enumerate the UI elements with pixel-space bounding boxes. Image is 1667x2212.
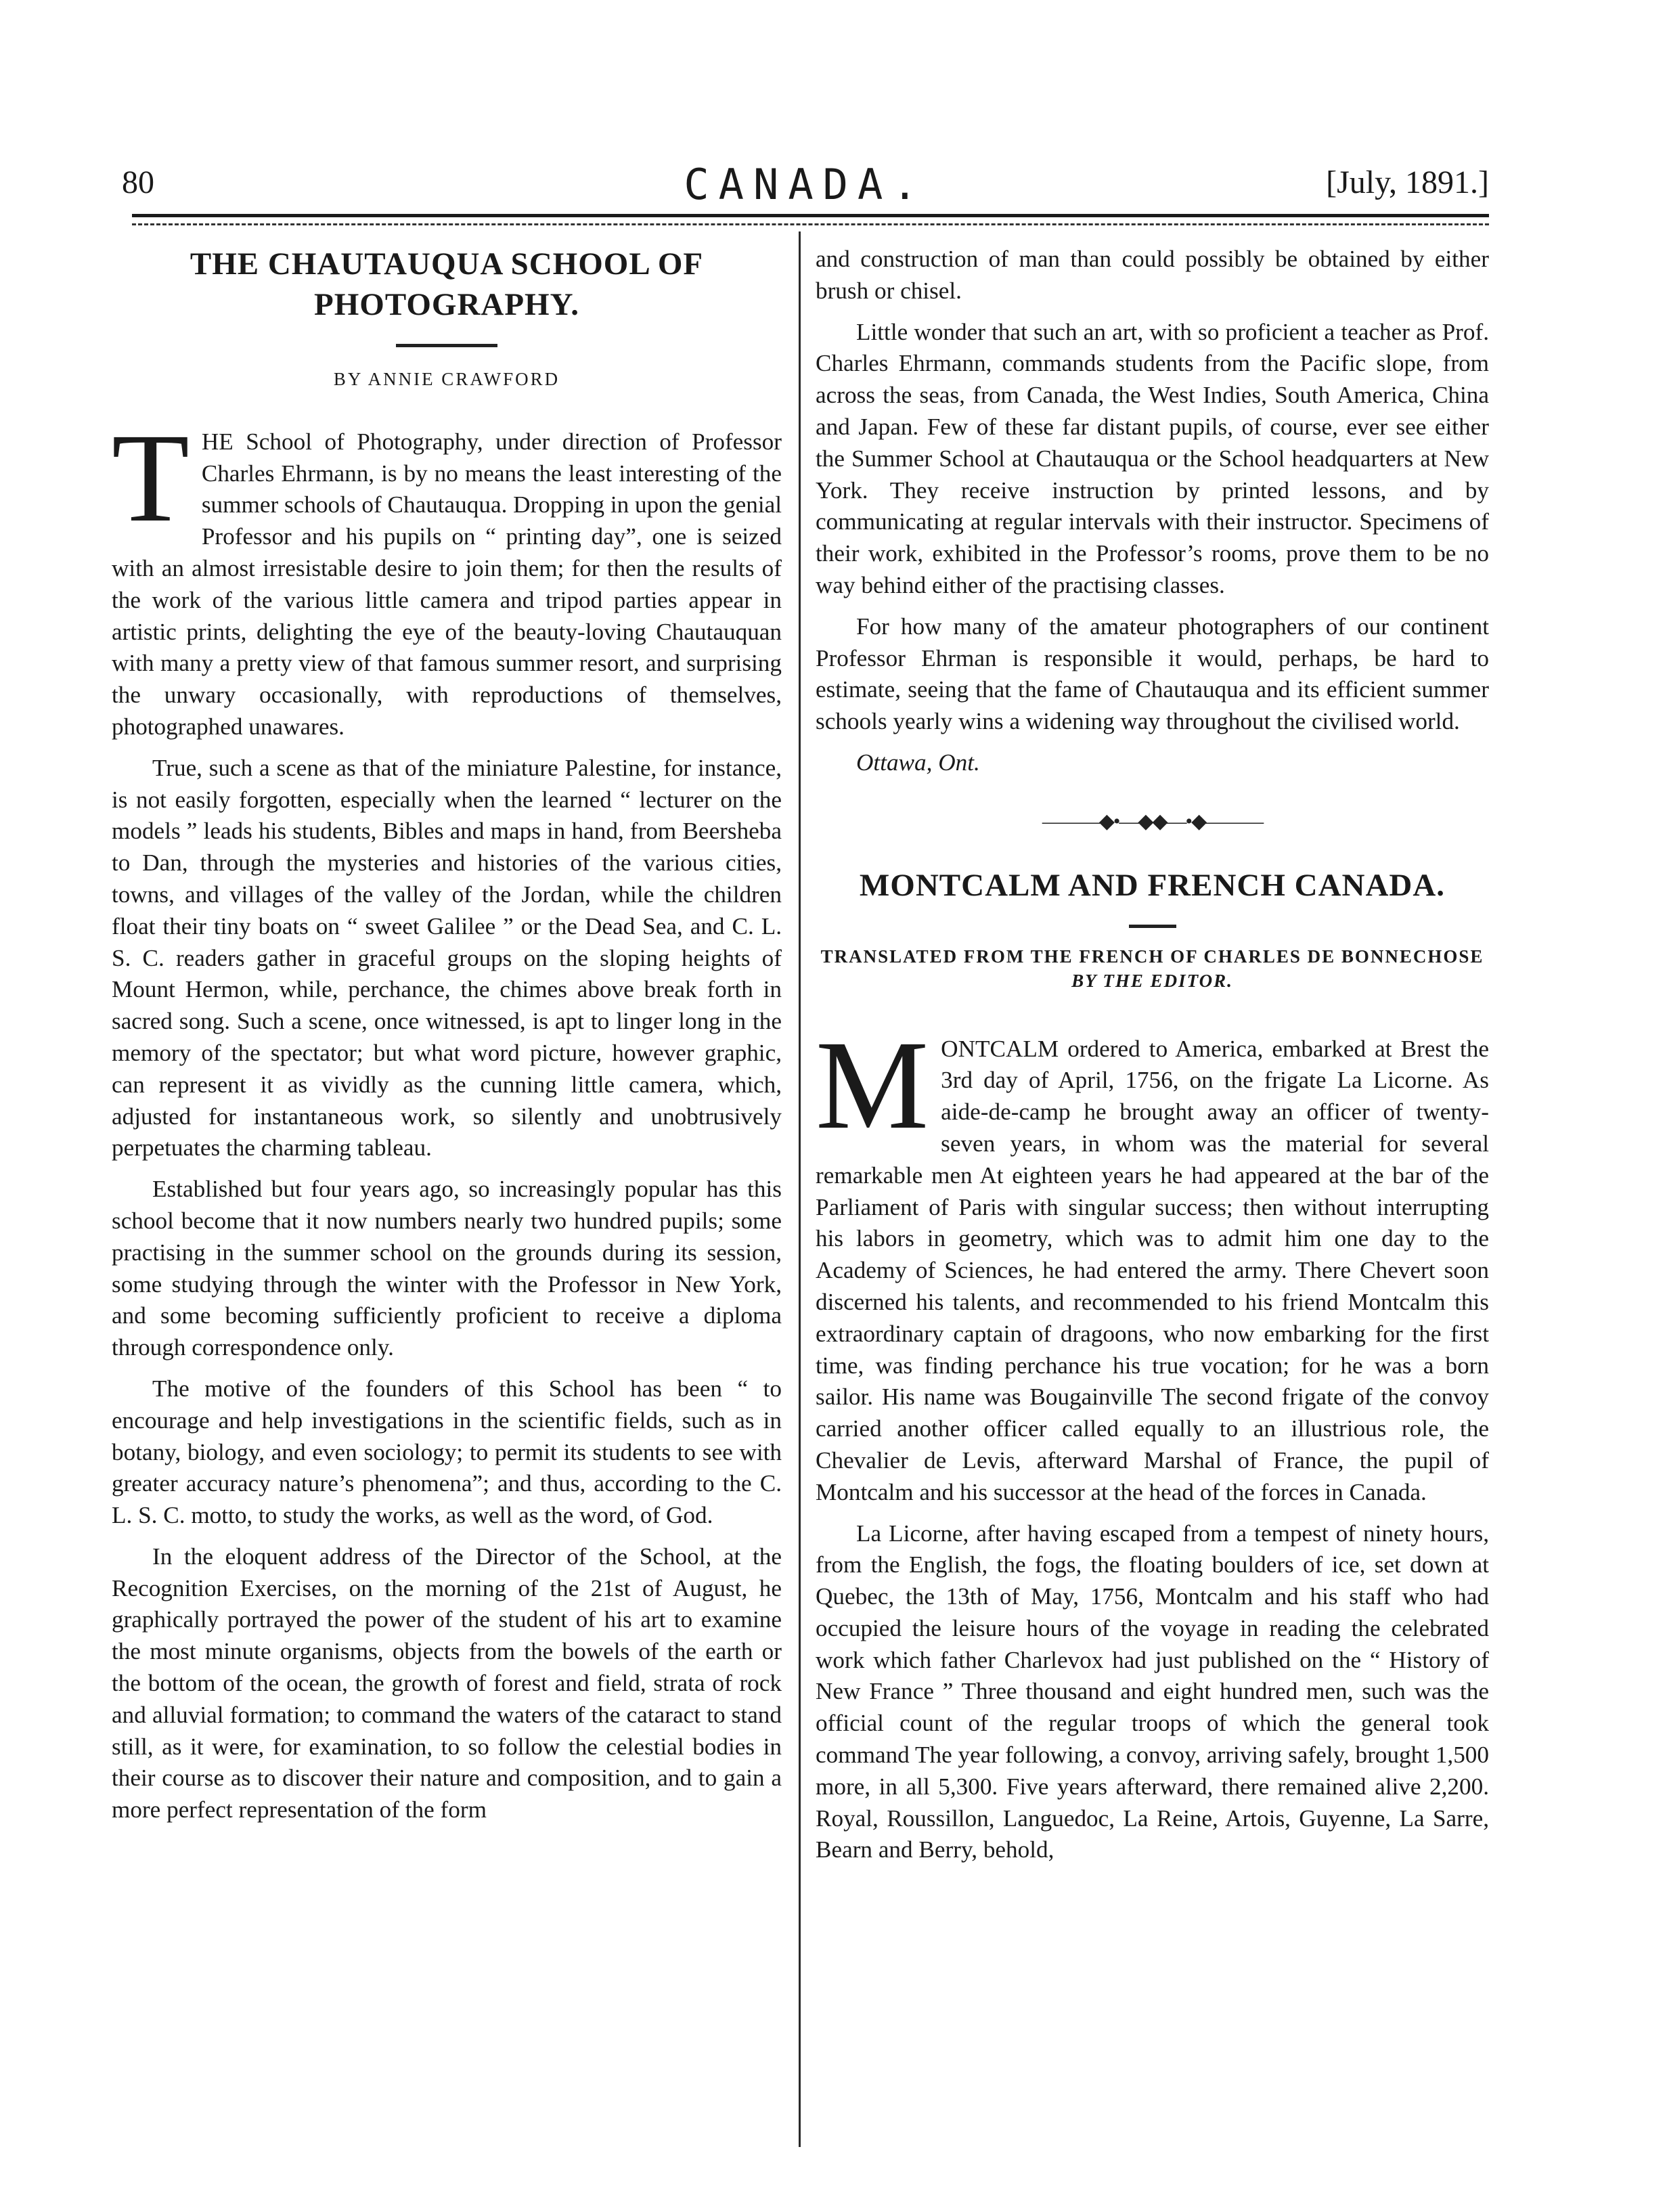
article-paragraph: For how many of the amateur photographers of our continent Professor Ehrman is responsible it would, perhaps, be hard to estimate, seeing that the fame of Chautauqua and its efficient summer schools yearly wins a widening way throughout the civilised world. <box>816 613 1489 735</box>
article-title: THE CHAUTAUQUA SCHOOL OF PHOTOGRAPHY. <box>190 246 704 322</box>
article-byline: BY ANNIE CRAWFORD <box>333 369 560 389</box>
column-divider <box>799 231 801 2147</box>
drop-cap: T <box>112 406 190 548</box>
journal-title: CANADA. <box>684 160 927 209</box>
page-header <box>115 160 1496 214</box>
article-paragraph: The motive of the founders of this School has been “ to encourage and help investigations in the scientific fields, such as in botany, biology, and even sociology; to permit its students to see with greater accuracy nature’s phenomena”; and thus, according to the C. L. S. C. motto, to study the works, as well as the word, of God. <box>112 1375 782 1529</box>
issue-date: [July, 1891.] <box>1326 164 1489 200</box>
article-subtitle: TRANSLATED FROM THE FRENCH OF CHARLES DE BONNECHOSE BY THE EDITOR. <box>820 946 1484 991</box>
article-paragraph: La Licorne, after having escaped from a tempest of ninety hours, from the English, the fogs, the floating boulders of ice, set down at Quebec, the 13th of May, 1756, Montcalm and his staff who had occupied the leisure hours of the voyage in reading the celebrated work which father Charlevox had just published on the “ History of New France ” Three thousand and eight hundred men, such was the official count of the regular troops of which the general took command The year following, a convoy, arriving safely, brought 1,500 more, in all 5,300. Five years afterward, there remained alive 2,200. Royal, Roussillon, Languedoc, La Reine, Artois, Guyenne, La Sarre, Bearn and Berry, behold, <box>816 1520 1489 1863</box>
header-rule-dashed <box>132 223 1489 225</box>
article-paragraph: MONTCALM ordered to America, embarked at Brest the 3rd day of April, 1756, on the frigate La Licorne. As aide-de-camp he brought away an officer of twenty-seven years, in whom was the material for several remarkable men At eighteen years he had appeared at the bar of the Parliament of Paris with singular success; then without interrupting his labors in geometry, which was to admit him one day to the Academy of Sciences, he had entered the army. There Chevert soon discerned his talents, and recommended to his friend Montcalm this extraordinary captain of dragoons, who now embarking for the first time, was finding perchance his true vocation; for he was a born sailor. His name was Bougainville The second frigate of the convoy carried another officer called equally to an illustrious role, the Chevalier de Levis, afterward Marshal of France, the pupil of Montcalm and his successor at the head of the forces in Canada. <box>816 1013 1489 1505</box>
right-column <box>816 244 1489 1876</box>
article-paragraph: and construction of man than could possibly be obtained by either brush or chisel. <box>816 246 1489 304</box>
article-paragraph: True, such a scene as that of the miniature Palestine, for instance, is not easily forgotten, especially when the learned “ lecturer on the models ” leads his students, Bibles and maps in hand, from Beersheba to Dan, through the mysteries and histories of the various cities, towns, and villages of the valley of the Jordan, while the children float their tiny boats on “ sweet Galilee ” or the Dead Sea, and C. L. S. C. readers gather in graceful groups on the sloping heights of Mount Hermon, while, perchance, the chimes above break forth in sacred song. Such a scene, once witnessed, is apt to linger long in the memory of the spectator; but what word picture, however graphic, can represent it as vividly as the cunning little camera, which, adjusted for instantaneous work, so silently and unobtrusively perpetuates the charming tableau. <box>112 754 782 1162</box>
left-column <box>112 244 782 1836</box>
header-rule <box>132 214 1489 217</box>
article-paragraph: In the eloquent address of the Director of the School, at the Recognition Exercises, on the morning of the 21st of August, he graphically portrayed the power of the student of his art to examine the most minute organisms, objects from the bowels of the earth or the bottom of the ocean, the growth of forest and field, strata of rock and alluvial formation; to command the waters of the cataract to stand still, as it were, for examination, to so follow the celestial bodies in their course as to discover their nature and composition, and to gain a more perfect representation of the form <box>112 1543 782 1823</box>
article-paragraph: THE School of Photography, under direction of Professor Charles Ehrmann, is by no means the least interesting of the summer schools of Chautauqua. Dropping in upon the genial Professor and his pupils on “ printing day”, one is seized with an almost irresistable desire to join them; for then the results of the work of the various little camera and tripod parties appear in artistic prints, delighting the eye of the beauty-loving Chautauquan with many a pretty view of that famous summer resort, and surprising the unwary occasionally, with reproductions of themselves, photographed unawares. <box>112 406 782 740</box>
article-paragraph: Little wonder that such an art, with so proficient a teacher as Prof. Charles Ehrmann, commands students from the Pacific slope, from across the seas, from Canada, the West Indies, South America, China and Japan. Few of these far distant pupils, of course, ever see either the Summer School at Chautauqua or the School headquarters at New York. They receive instruction by printed lessons, and by communicating at regular intervals with their instructor. Specimens of their work, exhibited in the Professor’s rooms, prove them to be no way behind either of the practising classes. <box>816 318 1489 598</box>
article-signature: Ottawa, Ont. <box>856 749 980 776</box>
article-paragraph: Established but four years ago, so increasingly popular has this school become that it now numbers nearly two hundred pupils; some practising in the summer school on the grounds during its session, some studying through the winter with the Professor in New York, and some becoming sufficiently proficient to receive a diploma through correspondence only. <box>112 1176 782 1361</box>
article-title: MONTCALM AND FRENCH CANADA. <box>859 867 1446 903</box>
title-divider <box>1129 925 1176 928</box>
drop-cap: M <box>816 1013 929 1155</box>
page-number: 80 <box>122 164 154 200</box>
title-divider <box>396 344 497 347</box>
section-ornament: ———◆•—◆◆—•◆——— <box>1042 810 1263 833</box>
